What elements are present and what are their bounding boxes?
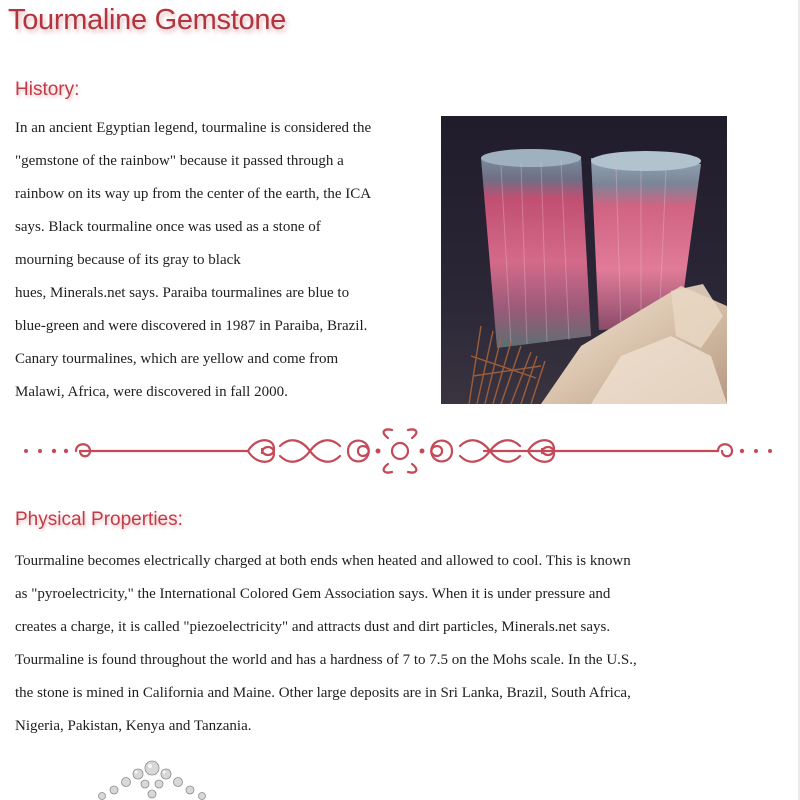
physical-properties-heading: Physical Properties: — [15, 509, 183, 530]
history-line: hues, Minerals.net says. Paraiba tourmalines are blue to — [15, 285, 350, 301]
ornamental-scroll-divider — [18, 428, 782, 474]
diamond-jewel-decoration — [90, 756, 220, 800]
history-heading: History: — [15, 79, 80, 100]
history-line: rainbow on its way up from the center of the earth, the ICA — [15, 186, 372, 202]
physical-line: the stone is mined in California and Maine. Other large deposits are in Sri Lanka, Brazil, South Africa, — [15, 685, 631, 701]
history-line: Malawi, Africa, were discovered in fall 2000. — [15, 384, 288, 400]
physical-line: creates a charge, it is called "piezoelectricity" and attracts dust and dirt particles, Minerals.net says. — [15, 619, 611, 635]
history-line: blue-green and were discovered in 1987 in Paraiba, Brazil. — [15, 318, 368, 334]
history-line: says. Black tourmaline once was used as a stone of — [15, 219, 321, 235]
history-paragraph — [15, 112, 425, 409]
physical-line: Nigeria, Pakistan, Kenya and Tanzania. — [15, 718, 252, 734]
history-line: "gemstone of the rainbow" because it passed through a — [15, 153, 344, 169]
history-line: In an ancient Egyptian legend, tourmaline is considered the — [15, 120, 372, 136]
history-line: Canary tourmalines, which are yellow and come from — [15, 351, 339, 367]
history-line: mourning because of its gray to black — [15, 252, 241, 268]
physical-line: as "pyroelectricity," the International Colored Gem Association says. When it is under pressure and — [15, 586, 611, 602]
physical-line: Tourmaline becomes electrically charged at both ends when heated and allowed to cool. This is known — [15, 553, 631, 569]
physical-properties-paragraph — [15, 545, 785, 743]
tourmaline-crystal-photo — [441, 116, 727, 404]
page-title: Tourmaline Gemstone — [8, 4, 286, 36]
physical-line: Tourmaline is found throughout the world and has a hardness of 7 to 7.5 on the Mohs scale. In the U.S., — [15, 652, 637, 668]
